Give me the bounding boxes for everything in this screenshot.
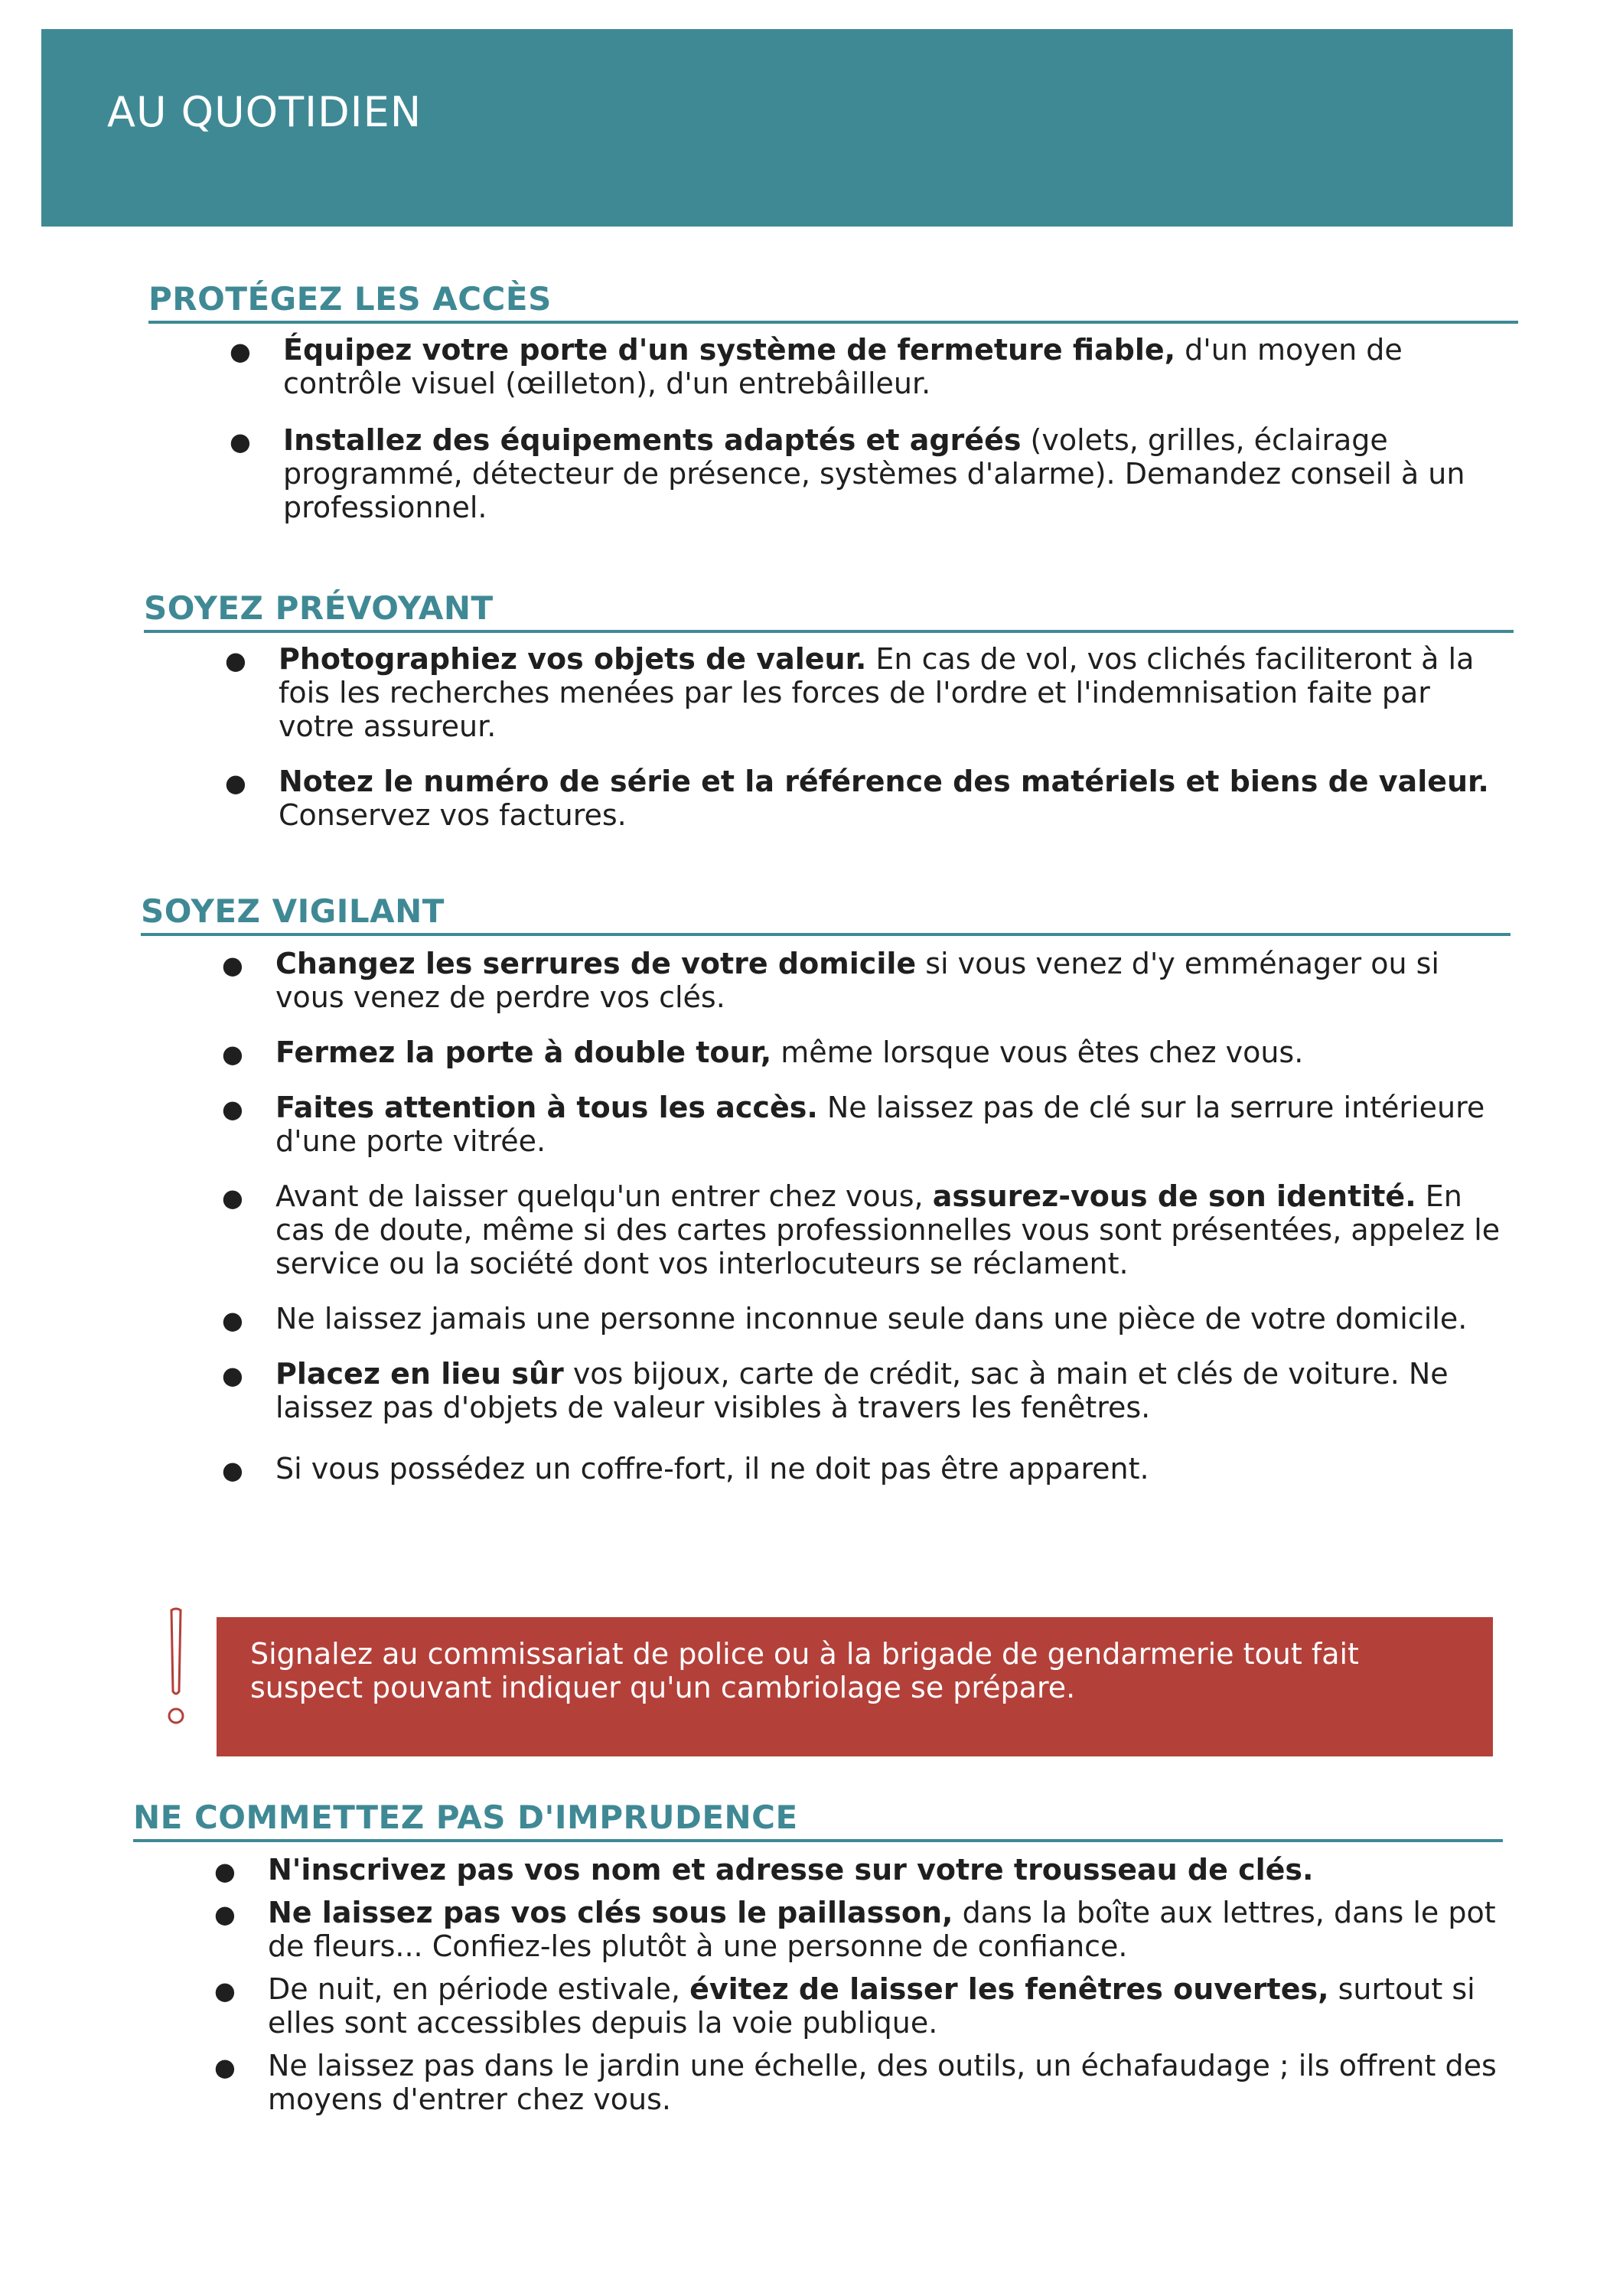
body-text: si vous venez d'y emménager ou si vous venez de perdre vos clés. <box>275 947 1439 1014</box>
bullet-icon: ● <box>222 1361 243 1390</box>
bold-text: Photographiez vos objets de valeur. <box>279 642 867 676</box>
list-item <box>148 333 1518 400</box>
section-title: SOYEZ VIGILANT <box>141 892 1511 936</box>
bold-text: Fermez la porte à double tour, <box>275 1035 772 1069</box>
list-item <box>141 1091 1511 1158</box>
list-item <box>141 1302 1511 1336</box>
bold-text: assurez-vous de son identité. <box>932 1179 1416 1213</box>
bold-text: Notez le numéro de série et la référence des matériels et biens de valeur. <box>279 765 1489 798</box>
list-item <box>141 1452 1511 1486</box>
bullet-icon: ● <box>230 337 251 366</box>
bullet-icon: ● <box>222 1094 243 1124</box>
bold-text: Faites attention à tous les accès. <box>275 1091 818 1124</box>
bullet-icon: ● <box>225 768 246 797</box>
body-text: Conservez vos factures. <box>279 798 627 832</box>
body-text: Ne laissez pas dans le jardin une échelle, des outils, un échafaudage ; ils offrent des moyens d'entrer chez vous. <box>268 2049 1497 2116</box>
page-title: AU QUOTIDIEN <box>107 88 422 136</box>
list-item <box>133 2049 1503 2116</box>
bullet-icon: ● <box>225 646 246 675</box>
section-title: NE COMMETTEZ PAS D'IMPRUDENCE <box>133 1799 1503 1842</box>
list-item <box>141 1035 1511 1069</box>
bullet-icon: ● <box>222 1039 243 1068</box>
body-text: En cas de vol, vos clichés faciliteront à la fois les recherches menées par les forces de l'ordre et l'indemnisation faite par votre assureur. <box>279 642 1475 743</box>
bullet-icon: ● <box>214 1900 236 1929</box>
alert-box <box>217 1617 1493 1756</box>
bullet-icon: ● <box>222 1183 243 1212</box>
body-text: En cas de doute, même si des cartes professionnelles vous sont présentées, appelez le service ou la société dont vos interlocuteurs se réclament. <box>275 1179 1501 1280</box>
bullet-list <box>133 1853 1503 2116</box>
section-imprudence <box>133 1799 1503 2116</box>
bullet-icon: ● <box>222 1456 243 1485</box>
body-text: Ne laissez jamais une personne inconnue seule dans une pièce de votre domicile. <box>275 1302 1468 1336</box>
section-title: PROTÉGEZ LES ACCÈS <box>148 280 1518 324</box>
bold-text: Placez en lieu sûr <box>275 1357 564 1391</box>
list-item <box>133 1853 1503 1887</box>
bullet-icon: ● <box>222 951 243 980</box>
list-item <box>133 1896 1503 1963</box>
section-proteger-acces <box>148 280 1518 524</box>
section-title: SOYEZ PRÉVOYANT <box>144 589 1514 633</box>
bold-text: Ne laissez pas vos clés sous le paillasson, <box>268 1896 953 1929</box>
list-item <box>141 1179 1511 1280</box>
bold-text: évitez de laisser les fenêtres ouvertes, <box>689 1972 1329 2006</box>
alert-text: Signalez au commissariat de police ou à la brigade de gendarmerie tout fait suspect pouvant indiquer qu'un cambriolage se prépare. <box>250 1637 1359 1704</box>
body-text: même lorsque vous êtes chez vous. <box>771 1035 1304 1069</box>
bullet-list <box>144 642 1514 832</box>
body-text: vos bijoux, carte de crédit, sac à main et clés de voiture. Ne laissez pas d'objets de valeur visibles à travers les fenêtres. <box>275 1357 1449 1424</box>
list-item <box>141 1357 1511 1424</box>
bullet-icon: ● <box>214 1976 236 2005</box>
bullet-icon: ● <box>222 1306 243 1335</box>
body-text: surtout si elles sont accessibles depuis la voie publique. <box>268 1972 1475 2040</box>
bold-text: N'inscrivez pas vos nom et adresse sur votre trousseau de clés. <box>268 1853 1314 1887</box>
exclamation-icon <box>161 1607 191 1730</box>
bullet-list <box>148 333 1518 524</box>
list-item <box>144 642 1514 743</box>
list-item <box>133 1972 1503 2040</box>
bold-text: Changez les serrures de votre domicile <box>275 947 917 980</box>
bold-text: Installez des équipements adaptés et agréés <box>283 423 1022 457</box>
section-prevoyant <box>144 589 1514 832</box>
bullet-icon: ● <box>230 427 251 456</box>
body-text: De nuit, en période estivale, <box>268 1972 690 2006</box>
list-item <box>141 947 1511 1014</box>
body-text: Si vous possédez un coffre-fort, il ne doit pas être apparent. <box>275 1452 1149 1486</box>
list-item <box>148 423 1518 524</box>
list-item <box>144 765 1514 832</box>
body-text: dans la boîte aux lettres, dans le pot de fleurs... Confiez-les plutôt à une personne de confiance. <box>268 1896 1496 1963</box>
bold-text: Équipez votre porte d'un système de fermeture fiable, <box>283 333 1176 367</box>
body-text: Ne laissez pas de clé sur la serrure intérieure d'une porte vitrée. <box>275 1091 1485 1158</box>
bullet-icon: ● <box>214 2053 236 2082</box>
bullet-list <box>141 947 1511 1486</box>
body-text: Avant de laisser quelqu'un entrer chez vous, <box>275 1179 933 1213</box>
body-text: (volets, grilles, éclairage programmé, détecteur de présence, systèmes d'alarme). Demandez conseil à un professionnel. <box>283 423 1465 524</box>
section-vigilant <box>141 892 1511 1486</box>
body-text: d'un moyen de contrôle visuel (œilleton), d'un entrebâilleur. <box>283 333 1403 400</box>
bullet-icon: ● <box>214 1857 236 1886</box>
